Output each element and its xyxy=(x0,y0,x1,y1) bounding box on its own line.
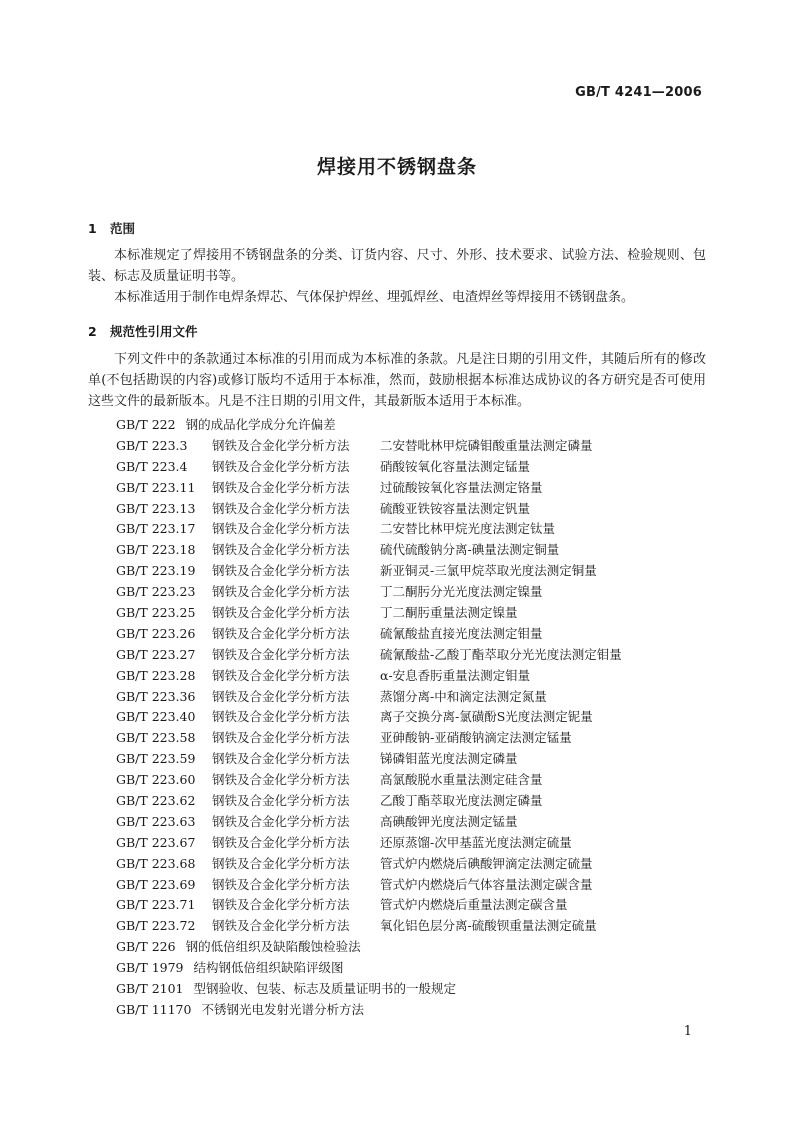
section-1-paragraph-2: 本标准适用于制作电焊条焊芯、气体保护焊丝、埋弧焊丝、电渣焊丝等焊接用不锈钢盘条。 xyxy=(114,290,635,305)
reference-category: 钢铁及合金化学分析方法 xyxy=(212,542,350,558)
section-1-number: 1 xyxy=(88,221,97,236)
reference-method: 硫氰酸盐直接光度法测定钼量 xyxy=(380,625,543,641)
reference-code: GB/T 223.25 xyxy=(116,605,196,621)
reference-category: 钢铁及合金化学分析方法 xyxy=(212,458,350,474)
reference-item xyxy=(116,519,716,540)
reference-item xyxy=(116,499,716,520)
reference-code: GB/T 223.26 xyxy=(116,625,196,641)
section-2-title: 规范性引用文件 xyxy=(110,324,198,339)
standard-code: GB/T 4241—2006 xyxy=(575,85,702,100)
section-1-heading xyxy=(88,219,135,237)
reference-method: 硝酸铵氧化容量法测定锰量 xyxy=(380,458,531,474)
reference-code: GB/T 223.71 xyxy=(116,897,196,913)
page-number: 1 xyxy=(683,1024,692,1039)
reference-code: GB/T 223.60 xyxy=(116,772,196,788)
reference-code: GB/T 223.23 xyxy=(116,584,196,600)
reference-item xyxy=(116,770,716,791)
reference-method: 管式炉内燃烧后气体容量法测定碳含量 xyxy=(380,876,593,892)
reference-code: GB/T 2101 xyxy=(116,981,184,997)
reference-item xyxy=(116,895,716,916)
reference-title: 结构钢低倍组织缺陷评级图 xyxy=(193,960,344,976)
reference-method: 新亚铜灵-三氯甲烷萃取光度法测定铜量 xyxy=(380,563,597,579)
reference-method: 管式炉内燃烧后碘酸钾滴定法测定硫量 xyxy=(380,855,593,871)
reference-code: GB/T 223.17 xyxy=(116,521,196,537)
reference-title: 不锈钢光电发射光谱分析方法 xyxy=(201,1001,364,1017)
reference-method: 高碘酸钾光度法测定锰量 xyxy=(380,813,518,829)
reference-title: 钢的低倍组织及缺陷酸蚀检验法 xyxy=(185,939,361,955)
reference-method: 丁二酮肟分光光度法测定镍量 xyxy=(380,584,543,600)
reference-category: 钢铁及合金化学分析方法 xyxy=(212,563,350,579)
reference-item xyxy=(116,478,716,499)
reference-title: 型钢验收、包装、标志及质量证明书的一般规定 xyxy=(193,981,457,997)
reference-item xyxy=(116,937,716,958)
reference-code: GB/T 223.4 xyxy=(116,458,188,474)
reference-category: 钢铁及合金化学分析方法 xyxy=(212,646,350,662)
reference-item xyxy=(116,749,716,770)
reference-code: GB/T 223.19 xyxy=(116,563,196,579)
section-1-title: 范围 xyxy=(110,221,136,236)
reference-item xyxy=(116,540,716,561)
reference-category: 钢铁及合金化学分析方法 xyxy=(212,709,350,725)
reference-item xyxy=(116,624,716,645)
reference-category: 钢铁及合金化学分析方法 xyxy=(212,751,350,767)
reference-item xyxy=(116,958,716,979)
reference-item xyxy=(116,833,716,854)
reference-category: 钢铁及合金化学分析方法 xyxy=(212,479,350,495)
reference-code: GB/T 223.69 xyxy=(116,876,196,892)
reference-item xyxy=(116,875,716,896)
reference-method: 二安替吡林甲烷磷钼酸重量法测定磷量 xyxy=(380,437,593,453)
reference-method: 硫酸亚铁铵容量法测定钒量 xyxy=(380,500,531,516)
reference-item xyxy=(116,457,716,478)
reference-item xyxy=(116,436,716,457)
reference-item xyxy=(116,707,716,728)
reference-title: 钢的成品化学成分允许偏差 xyxy=(185,417,336,432)
reference-code: GB/T 223.68 xyxy=(116,855,196,871)
reference-method: 蒸馏分离-中和滴定法测定氮量 xyxy=(380,688,547,704)
reference-category: 钢铁及合金化学分析方法 xyxy=(212,918,350,934)
reference-code: GB/T 223.67 xyxy=(116,834,196,850)
reference-category: 钢铁及合金化学分析方法 xyxy=(212,667,350,683)
reference-item xyxy=(116,916,716,937)
reference-category: 钢铁及合金化学分析方法 xyxy=(212,605,350,621)
reference-code: GB/T 223.63 xyxy=(116,813,196,829)
reference-item xyxy=(116,791,716,812)
reference-category: 钢铁及合金化学分析方法 xyxy=(212,834,350,850)
reference-category: 钢铁及合金化学分析方法 xyxy=(212,688,350,704)
reference-category: 钢铁及合金化学分析方法 xyxy=(212,855,350,871)
reference-method: 高氯酸脱水重量法测定硅含量 xyxy=(380,772,543,788)
reference-item xyxy=(116,728,716,749)
section-1-paragraph-1: 本标准规定了焊接用不锈钢盘条的分类、订货内容、尺寸、外形、技术要求、试验方法、检验规则、包装、标志及质量证明书等。 xyxy=(88,248,706,284)
reference-category: 钢铁及合金化学分析方法 xyxy=(212,500,350,516)
reference-code: GB/T 223.72 xyxy=(116,918,196,934)
reference-item xyxy=(116,812,716,833)
reference-category: 钢铁及合金化学分析方法 xyxy=(212,772,350,788)
reference-code: GB/T 223.11 xyxy=(116,479,196,495)
reference-method: 过硫酸铵氧化容量法测定铬量 xyxy=(380,479,543,495)
reference-method: 还原蒸馏-次甲基蓝光度法测定硫量 xyxy=(380,834,572,850)
reference-category: 钢铁及合金化学分析方法 xyxy=(212,813,350,829)
reference-code: GB/T 223.13 xyxy=(116,500,196,516)
reference-code: GB/T 223.58 xyxy=(116,730,196,746)
reference-item xyxy=(116,666,716,687)
reference-list xyxy=(116,415,716,1021)
reference-category: 钢铁及合金化学分析方法 xyxy=(212,437,350,453)
reference-category: 钢铁及合金化学分析方法 xyxy=(212,897,350,913)
reference-method: 乙酸丁酯萃取光度法测定磷量 xyxy=(380,793,543,809)
reference-code: GB/T 222 xyxy=(116,417,176,432)
reference-method: 硫代硫酸钠分离-碘量法测定铜量 xyxy=(380,542,560,558)
document-title: 焊接用不锈钢盘条 xyxy=(316,156,477,178)
section-2-heading xyxy=(88,322,198,340)
section-2-paragraph-1: 下列文件中的条款通过本标准的引用而成为本标准的条款。凡是注日期的引用文件，其随后所有的修改单(不包括勘误的内容)或修订版均不适用于本标准，然而，鼓励根据本标准达成协议的各方研究是否可使用这些文件的最新版本。凡是不注日期的引用文件，其最新版本适用于本标准。 xyxy=(88,352,706,409)
reference-code: GB/T 226 xyxy=(116,939,176,955)
reference-item xyxy=(116,582,716,603)
reference-code: GB/T 223.59 xyxy=(116,751,196,767)
reference-category: 钢铁及合金化学分析方法 xyxy=(212,876,350,892)
reference-item xyxy=(116,645,716,666)
reference-method: 锑磷钼蓝光度法测定磷量 xyxy=(380,751,518,767)
reference-item xyxy=(116,561,716,582)
reference-code: GB/T 223.18 xyxy=(116,542,196,558)
reference-code: GB/T 223.36 xyxy=(116,688,196,704)
reference-category: 钢铁及合金化学分析方法 xyxy=(212,625,350,641)
reference-method: 氧化铝色层分离-硫酸钡重量法测定硫量 xyxy=(380,918,597,934)
reference-category: 钢铁及合金化学分析方法 xyxy=(212,730,350,746)
reference-method: 丁二酮肟重量法测定镍量 xyxy=(380,605,518,621)
reference-method: α-安息香肟重量法测定钼量 xyxy=(380,667,531,683)
reference-category: 钢铁及合金化学分析方法 xyxy=(212,521,350,537)
reference-method: 亚砷酸钠-亚硝酸钠滴定法测定锰量 xyxy=(380,730,572,746)
reference-method: 二安替比林甲烷光度法测定钛量 xyxy=(380,521,556,537)
reference-method: 离子交换分离-氯磺酚S光度法测定铌量 xyxy=(380,709,593,725)
reference-item xyxy=(116,979,716,1000)
reference-item xyxy=(116,415,716,436)
reference-code: GB/T 223.62 xyxy=(116,793,196,809)
reference-code: GB/T 223.3 xyxy=(116,437,188,453)
reference-code: GB/T 223.27 xyxy=(116,646,196,662)
reference-category: 钢铁及合金化学分析方法 xyxy=(212,793,350,809)
reference-item xyxy=(116,1000,716,1021)
reference-method: 硫氰酸盐-乙酸丁酯萃取分光光度法测定钼量 xyxy=(380,646,622,662)
reference-item xyxy=(116,603,716,624)
reference-code: GB/T 223.28 xyxy=(116,667,196,683)
reference-item xyxy=(116,854,716,875)
reference-code: GB/T 1979 xyxy=(116,960,184,976)
reference-code: GB/T 11170 xyxy=(116,1001,192,1017)
reference-category: 钢铁及合金化学分析方法 xyxy=(212,584,350,600)
reference-item xyxy=(116,687,716,708)
reference-method: 管式炉内燃烧后重量法测定碳含量 xyxy=(380,897,568,913)
reference-code: GB/T 223.40 xyxy=(116,709,196,725)
section-2-number: 2 xyxy=(88,324,97,339)
